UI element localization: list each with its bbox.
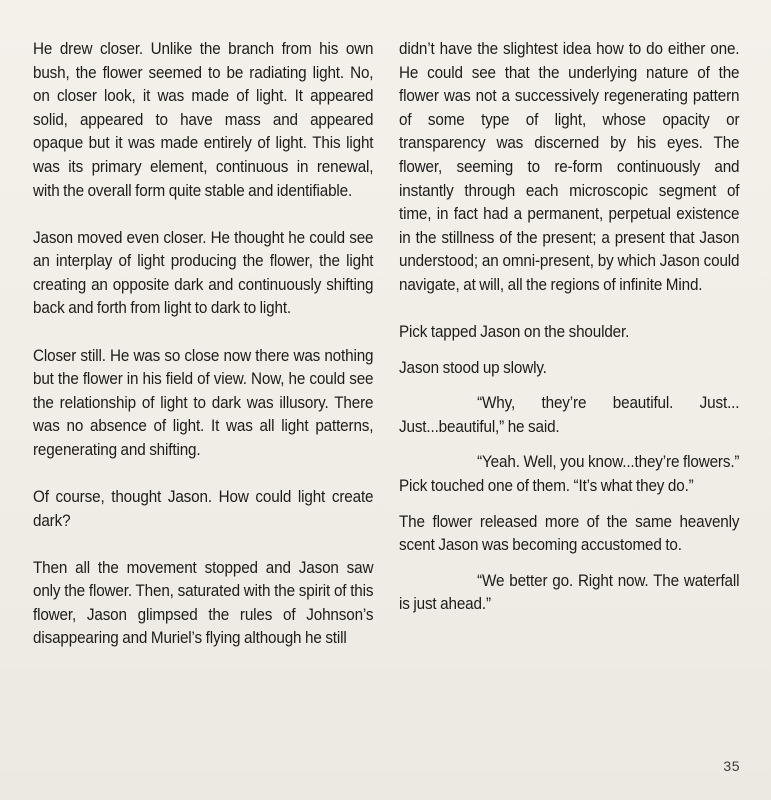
page-number: 35	[723, 758, 740, 774]
paragraph-light-create-dark: Of course, thought Jason. How could light create dark?	[33, 488, 374, 530]
paragraph-flower-of-light: He drew closer. Unlike the branch from his own bush, the flower seemed to be radiating light. No, on closer look, it was made of light. It appeared solid, appeared to have mass and appeared opaque but it was made entirely of light. This light was its primary element, continuous in renewal, with the overall form quite stable and identifiable.	[33, 40, 374, 200]
left-column	[33, 38, 373, 675]
right-column	[399, 38, 739, 629]
dialogue-flowers: “Yeah. Well, you know...they’re flowers.” Pick touched one of them. “It’s what they do.”	[399, 453, 740, 495]
paragraph-jason-stood: Jason stood up slowly.	[399, 358, 547, 377]
dialogue-beautiful: “Why, they’re beautiful. Just... Just...beautiful,” he said.	[399, 394, 740, 436]
paragraph-closer-still: Closer still. He was so close now there was nothing but the flower in his field of view. Now, he could see the relationship of light to dark was illusory. There was no absence of light. It was all light patterns, regenerating and shifting.	[33, 346, 374, 459]
paragraph-heavenly-scent: The flower released more of the same heavenly scent Jason was becoming accustomed to.	[399, 512, 740, 555]
paragraph-underlying-nature: didn’t have the slightest idea how to do either one. He could see that the underlying nature of the flower was not a successively regenerating pattern of some type of light, whose opacity or transparency was discerned by his eyes. The flower, seeming to re-form continuously and instantly through each microscopic segment of time, in fact had a permanent, perpetual existence in the stillness of the present; a present that Jason understood; an omni-present, by which Jason could navigate, at will, all the regions of infinite Mind.	[399, 40, 740, 294]
paragraph-pick-tapped: Pick tapped Jason on the shoulder.	[399, 323, 630, 342]
paragraph-interplay-of-light: Jason moved even closer. He thought he could see an interplay of light producing the flower, the light creating an opposite dark and continuously shifting back and forth from light to dark to light.	[33, 228, 374, 318]
paragraph-movement-stopped: Then all the movement stopped and Jason saw only the flower. Then, saturated with the spirit of this flower, Jason glimpsed the rules of Johnson’s disappearing and Muriel’s flying although he still	[33, 558, 374, 648]
dialogue-waterfall: “We better go. Right now. The waterfall is just ahead.”	[399, 571, 740, 614]
